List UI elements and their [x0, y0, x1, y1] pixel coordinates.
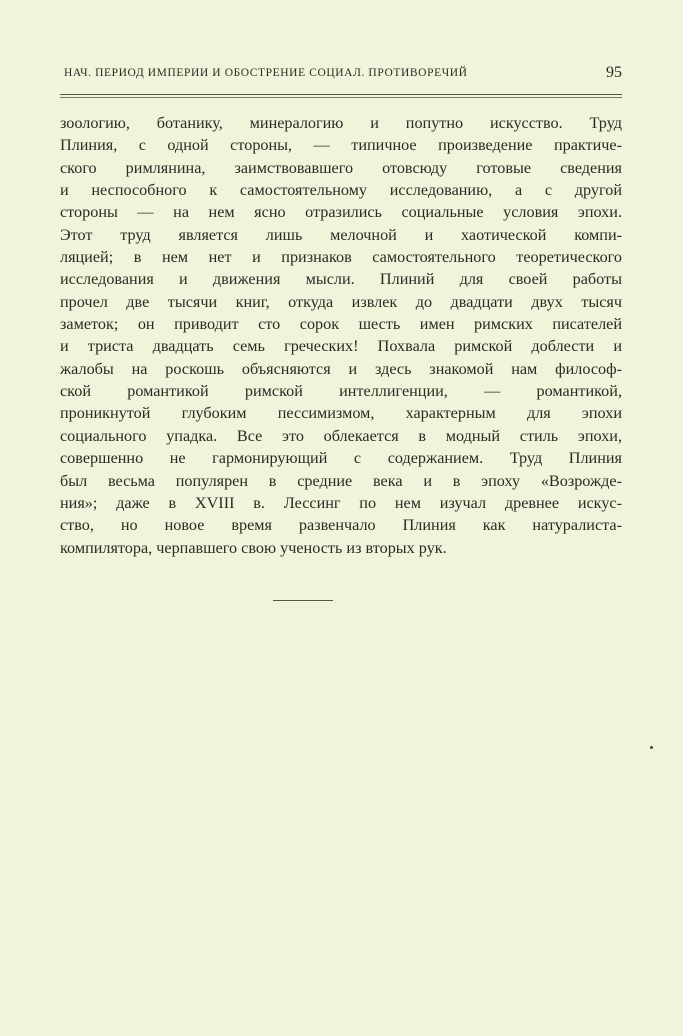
text-line: проникнутой глубоким пессимизмом, характерным для эпохи — [60, 404, 622, 423]
text-line: ской романтикой римской интеллигенции, — романтикой, — [60, 382, 622, 401]
text-line: зоологию, ботанику, минералогию и попутно искусство. Труд — [60, 114, 622, 132]
running-title: НАЧ. ПЕРИОД ИМПЕРИИ И ОБОСТРЕНИЕ СОЦИАЛ. ПРОТИВОРЕЧИЙ — [64, 67, 468, 79]
text-line: ляцией; в нем нет и признаков самостоятельного теоретического — [60, 248, 622, 267]
text-line: жалобы на роскошь объясняются и здесь знакомой нам философ- — [60, 359, 622, 378]
text-line: ство, но новое время развенчало Плиния как натуралиста- — [60, 516, 622, 535]
text-line: Плиния, с одной стороны, — типичное произведение практиче- — [60, 136, 622, 155]
page-number: 95 — [606, 64, 622, 81]
text-line: и триста двадцать семь греческих! Похвала римской доблести и — [60, 337, 622, 356]
section-separator — [273, 600, 333, 601]
text-line: социального упадка. Все это облекается в модный стиль эпохи, — [60, 426, 622, 445]
running-header — [60, 64, 622, 86]
text-line: стороны — на нем ясно отразились социальные условия эпохи. — [60, 203, 622, 222]
text-line: заметок; он приводит сто сорок шесть имен римских писателей — [60, 315, 622, 334]
text-line: совершенно не гармонирующий с содержанием. Труд Плиния — [60, 449, 622, 468]
text-line: был весьма популярен в средние века и в эпоху «Возрожде- — [60, 471, 622, 490]
text-line: ния»; даже в XVIII в. Лессинг по нем изучал древнее искус- — [60, 493, 622, 512]
text-line: прочел две тысячи книг, откуда извлек до двадцати двух тысяч — [60, 292, 622, 311]
header-rule — [60, 94, 622, 98]
scan-speck — [650, 746, 653, 749]
text-line: компилятора, черпавшего свою ученость из вторых рук. — [60, 538, 447, 557]
text-line: исследования и движения мысли. Плиний для своей работы — [60, 270, 622, 289]
text-line: ского римлянина, заимствовавшего отовсюду готовые сведения — [60, 158, 622, 177]
text-line: Этот труд является лишь мелочной и хаотической компи- — [60, 225, 622, 244]
body-text — [60, 112, 622, 559]
text-line: и неспособного к самостоятельному исследованию, а с другой — [60, 181, 622, 200]
